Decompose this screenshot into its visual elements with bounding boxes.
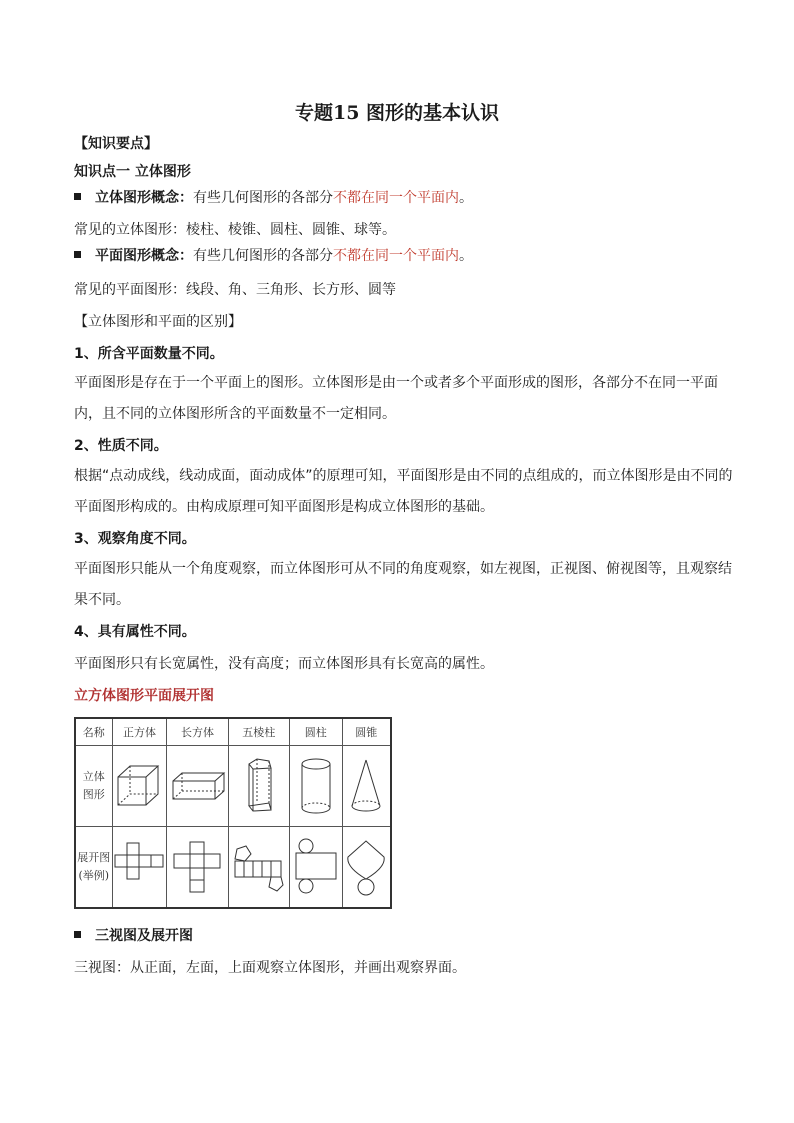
- cube-net-icon: [114, 840, 164, 894]
- table-header-cell: 长方体: [167, 718, 228, 746]
- solid-concept-highlight: 不都在同一个平面内: [333, 190, 459, 206]
- diff2-heading: 2、性质不同。: [74, 438, 168, 454]
- point1-heading: 知识点一 立体图形: [74, 164, 191, 180]
- pentagonal-prism-figure: [228, 746, 289, 827]
- cuboid-net-figure: [167, 827, 228, 909]
- cube-figure: [112, 746, 167, 827]
- cuboid-figure: [167, 746, 228, 827]
- table-header-cell: 圆锥: [342, 718, 391, 746]
- diff3-text: 平面图形只能从一个角度观察，而立体图形可从不同的角度观察，如左视图，正视图、俯视图等，且观察结果不同。: [74, 561, 732, 608]
- diff4-text: 平面图形只有长宽属性，没有高度；而立体图形具有长宽高的属性。: [74, 656, 494, 672]
- prism-net-icon: [231, 839, 287, 895]
- plane-concept-end: 。: [459, 248, 473, 264]
- cuboid-net-icon: [172, 840, 224, 894]
- row-label-net: [75, 827, 112, 909]
- plane-concept-label: 平面图形概念：: [95, 248, 193, 264]
- cylinder-net-figure: [289, 827, 342, 909]
- nets-heading: 立方体图形平面展开图: [74, 688, 214, 704]
- square-bullet-icon: [74, 251, 81, 258]
- cylinder-figure: [289, 746, 342, 827]
- cone-net-figure: [342, 827, 391, 909]
- row-label-line: 立体: [82, 770, 105, 783]
- difference-header: 【立体图形和平面的区别】: [74, 314, 242, 330]
- page-title: 专题15 图形的基本认识: [294, 102, 500, 124]
- row-label-line: 展开图: [77, 851, 111, 864]
- diff1-text: 平面图形是存在于一个平面上的图形。立体图形是由一个或者多个平面形成的图形，各部分不在同一平面内，且不同的立体图形所含的平面数量不一定相同。: [74, 375, 718, 422]
- table-header-cell: 正方体: [112, 718, 167, 746]
- cube-net-figure: [112, 827, 167, 909]
- diff4-heading: 4、具有属性不同。: [74, 624, 196, 640]
- three-views-text: 三视图：从正面，左面，上面观察立体图形，并画出观察界面。: [74, 960, 466, 976]
- solid-concept-line: [74, 188, 473, 208]
- row-label-line: 图形: [82, 788, 105, 801]
- prism-net-figure: [228, 827, 289, 909]
- three-views-heading: 三视图及展开图: [95, 928, 193, 944]
- cone-icon: [348, 756, 384, 816]
- cone-net-icon: [344, 837, 388, 897]
- cuboid-icon: [170, 769, 226, 803]
- solid-concept-text: 有些几何图形的各部分: [193, 190, 333, 206]
- common-planes: 常见的平面图形：线段、角、三角形、长方形、圆等: [74, 282, 396, 298]
- section-header: 【知识要点】: [74, 136, 158, 152]
- cube-icon: [114, 761, 164, 811]
- diff2-text: 根据“点动成线，线动成面，面动成体”的原理可知，平面图形是由不同的点组成的，而立体图形是由不同的平面图形构成的。由构成原理可知平面图形是构成立体图形的基础。: [74, 468, 733, 515]
- plane-concept-text: 有些几何图形的各部分: [193, 248, 333, 264]
- table-header-cell: 五棱柱: [228, 718, 289, 746]
- table-row-nets: [75, 827, 391, 909]
- solid-concept-label: 立体图形概念：: [95, 190, 193, 206]
- solid-concept-end: 。: [459, 190, 473, 206]
- row-label-line: (举例): [78, 869, 110, 882]
- square-bullet-icon: [74, 931, 81, 938]
- row-label-solid: [75, 746, 112, 827]
- plane-concept-highlight: 不都在同一个平面内: [333, 248, 459, 264]
- table-header-cell: 名称: [75, 718, 112, 746]
- table-header-row: [75, 718, 391, 746]
- diff1-heading: 1、所含平面数量不同。: [74, 346, 224, 362]
- table-row-solids: [75, 746, 391, 827]
- cylinder-net-icon: [292, 837, 340, 897]
- square-bullet-icon: [74, 193, 81, 200]
- common-solids: 常见的立体图形：棱柱、棱锥、圆柱、圆锥、球等。: [74, 222, 396, 238]
- table-header-cell: 圆柱: [289, 718, 342, 746]
- nets-table: [74, 717, 392, 909]
- plane-concept-line: [74, 246, 473, 266]
- cone-figure: [342, 746, 391, 827]
- pentagonal-prism-icon: [241, 756, 277, 816]
- cylinder-icon: [298, 756, 334, 816]
- diff3-heading: 3、观察角度不同。: [74, 531, 196, 547]
- three-views-heading-line: [74, 926, 193, 946]
